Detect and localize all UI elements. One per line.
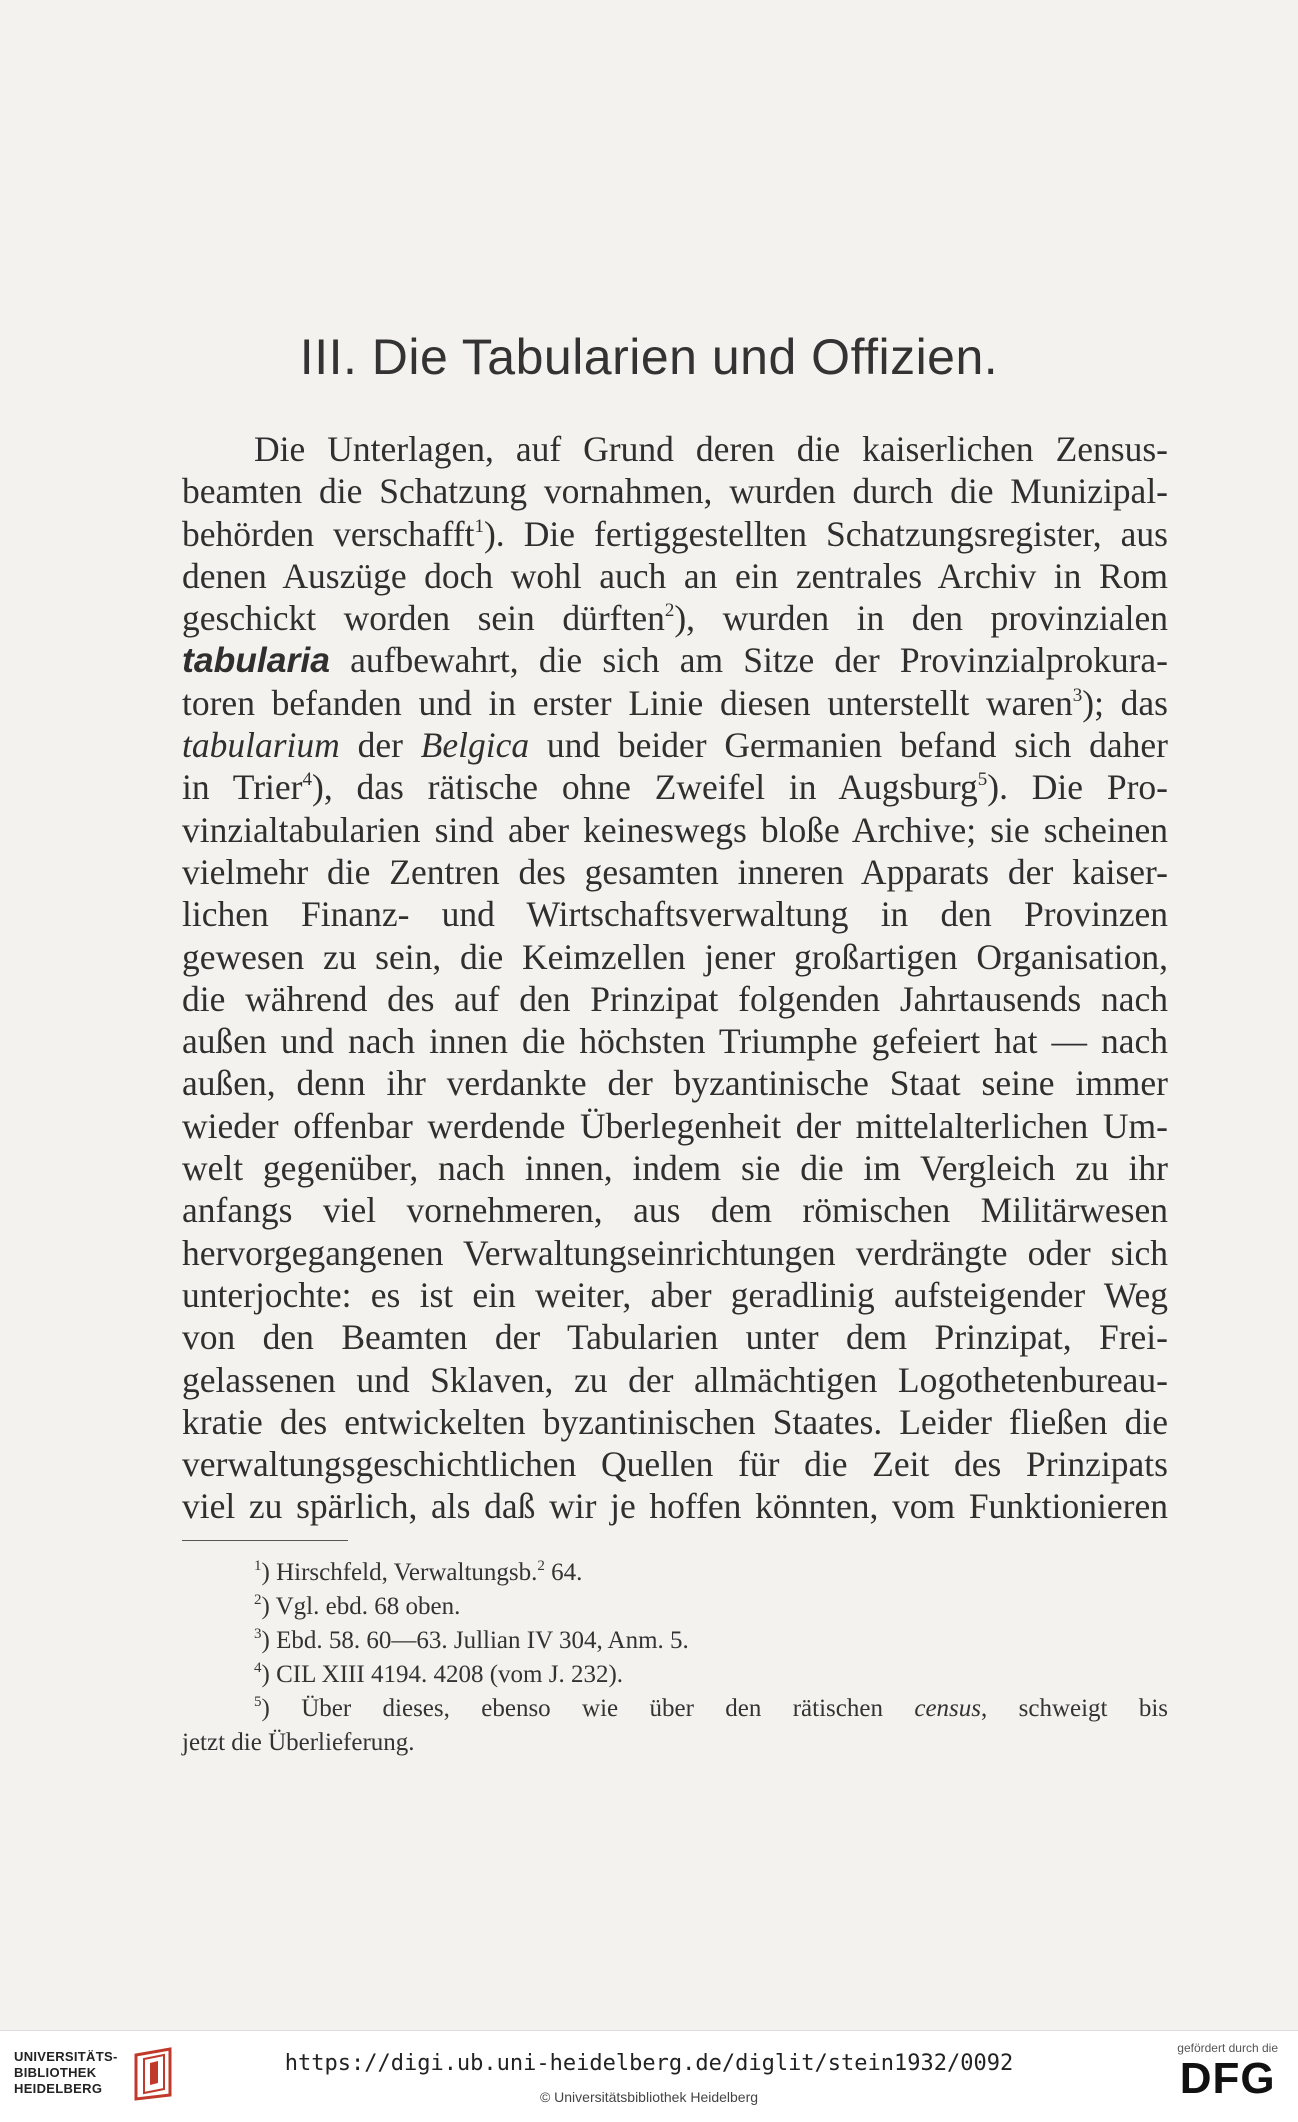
text-segment: ). Die Pro- bbox=[987, 767, 1168, 808]
text-segment: der bbox=[339, 725, 421, 766]
text-line bbox=[182, 936, 1168, 978]
text-line bbox=[182, 428, 1168, 470]
library-name-line: HEIDELBERG bbox=[14, 2081, 103, 2096]
text-segment: hervorgegangenen Verwaltungseinrichtungen verdrängte oder sich bbox=[182, 1232, 1168, 1273]
text-line bbox=[182, 766, 1168, 808]
footnote-marker: 4 bbox=[302, 769, 312, 791]
dfg-tagline: gefördert durch die bbox=[1177, 2041, 1278, 2055]
text-line bbox=[182, 1020, 1168, 1062]
text-line bbox=[182, 1189, 1168, 1231]
footnote-3: $^3$) Ebd. 58. 60—63. Jullian IV 304, Anm. 5. bbox=[254, 1626, 689, 1654]
footnote-text: 64. bbox=[544, 1559, 583, 1586]
text-segment: außen, denn ihr verdankte der byzantinische Staat seine immer bbox=[182, 1063, 1168, 1104]
footnote-5-continued bbox=[182, 1726, 1168, 1760]
chapter-heading: III. Die Tabularien und Offizien. bbox=[299, 329, 999, 385]
text-line bbox=[182, 470, 1168, 512]
footnote-marker: 5 bbox=[977, 769, 988, 791]
italic-term: census bbox=[914, 1695, 981, 1722]
text-segment: denen Auszüge doch wohl auch an ein zentrales Archiv in Rom bbox=[182, 555, 1168, 596]
footnote-number: 5 bbox=[254, 1694, 262, 1710]
text-segment: in Trier bbox=[182, 767, 303, 808]
text-line bbox=[182, 1401, 1168, 1443]
text-segment: verwaltungsgeschichtlichen Quellen für die Zeit des Prinzipats bbox=[182, 1444, 1168, 1485]
library-name-line: UNIVERSITÄTS- bbox=[14, 2049, 118, 2064]
text-line bbox=[182, 978, 1168, 1020]
text-line bbox=[182, 513, 1168, 555]
copyright-notice: © Universitätsbibliothek Heidelberg bbox=[539, 2089, 759, 2105]
footnote-text: Hirschfeld, Verwaltungsb. bbox=[276, 1559, 538, 1586]
emphasized-term: tabularia bbox=[182, 640, 330, 681]
text-line bbox=[182, 724, 1168, 766]
viewer-footer bbox=[0, 2030, 1298, 2122]
text-line bbox=[182, 1485, 1168, 1527]
text-line bbox=[182, 1232, 1168, 1274]
text-segment: die während des auf den Prinzipat folgenden Jahrtausends nach bbox=[182, 978, 1168, 1019]
text-line bbox=[182, 851, 1168, 893]
text-segment: gewesen zu sein, die Keimzellen jener großartigen Organisation, bbox=[182, 936, 1168, 977]
text-segment: viel zu spärlich, als daß wir je hoffen könnten, vom Funktionieren bbox=[182, 1486, 1168, 1527]
italic-term: Belgica bbox=[420, 725, 530, 766]
edition-superscript: 2 bbox=[537, 1558, 545, 1574]
permalink-url[interactable]: https://digi.ub.uni-heidelberg.de/diglit/stein1932/0092 bbox=[284, 2051, 1014, 2076]
text-segment: gelassenen und Sklaven, zu der allmächtigen Logothetenbureau- bbox=[182, 1359, 1168, 1400]
text-segment: ), das rätische ohne Zweifel in Augsburg bbox=[312, 767, 978, 808]
library-name-line: BIBLIOTHEK bbox=[14, 2065, 97, 2080]
footnote-text: jetzt die Überlieferung. bbox=[182, 1729, 415, 1756]
text-line bbox=[182, 1443, 1168, 1485]
text-line bbox=[182, 1274, 1168, 1316]
footnote-5: $^5$) Über dieses, ebenso wie über den rätischen census, schweigt bis bbox=[254, 1694, 1169, 1722]
footnote-4: $^4$) CIL XIII 4194. 4208 (vom J. 232). bbox=[254, 1660, 624, 1688]
italic-term: tabularium bbox=[182, 725, 340, 766]
text-line bbox=[182, 639, 1168, 681]
text-segment: anfangs viel vornehmeren, aus dem römischen Militärwesen bbox=[182, 1190, 1168, 1231]
text-segment: toren befanden und in erster Linie diesen unterstellt waren bbox=[182, 682, 1073, 723]
text-line bbox=[182, 682, 1168, 724]
text-line bbox=[182, 809, 1168, 851]
text-line bbox=[182, 597, 1168, 639]
footnote-1: $^1$) Hirschfeld, Verwaltungsb.$^2$ 64. bbox=[254, 1558, 583, 1586]
text-segment: außen und nach innen die höchsten Triumphe gefeiert hat — nach bbox=[182, 1021, 1168, 1062]
text-line bbox=[182, 1105, 1168, 1147]
text-line bbox=[182, 1062, 1168, 1104]
text-segment: Die Unterlagen, auf Grund deren die kaiserlichen Zensus- bbox=[254, 429, 1168, 469]
footnote-text: CIL XIII 4194. 4208 (vom J. 232). bbox=[276, 1661, 624, 1688]
footnote-text: Vgl. ebd. 68 oben. bbox=[275, 1593, 461, 1620]
text-line bbox=[182, 555, 1168, 597]
footnote-marker: 1 bbox=[474, 515, 484, 537]
text-segment: ), wurden in den provinzialen bbox=[674, 598, 1168, 639]
footnote-number: 1 bbox=[254, 1558, 262, 1574]
text-line bbox=[182, 1316, 1168, 1358]
footnote-number: 2 bbox=[254, 1592, 262, 1608]
footnote-number: 3 bbox=[254, 1626, 262, 1642]
body-text bbox=[182, 428, 1168, 1528]
text-segment: wieder offenbar werdende Überlegenheit der mittelalterlichen Um- bbox=[182, 1105, 1168, 1146]
text-segment: vielmehr die Zentren des gesamten inneren Apparats der kaiser- bbox=[182, 851, 1168, 892]
text-segment: beamten die Schatzung vornahmen, wurden durch die Munizipal- bbox=[182, 471, 1168, 512]
dfg-logo[interactable] bbox=[1177, 2041, 1278, 2103]
text-segment: behörden verschafft bbox=[182, 513, 475, 554]
text-segment: vinzialtabularien sind aber keineswegs bloße Archive; sie scheinen bbox=[182, 809, 1168, 850]
text-segment: kratie des entwickelten byzantinischen Staates. Leider fließen die bbox=[182, 1401, 1168, 1442]
footnote-text: , schweigt bis bbox=[981, 1695, 1169, 1722]
dfg-wordmark: DFG bbox=[1179, 2054, 1276, 2103]
text-segment: welt gegenüber, nach innen, indem sie die im Vergleich zu ihr bbox=[182, 1148, 1168, 1189]
footnote-text: Über dieses, ebenso wie über den rätischen bbox=[301, 1695, 915, 1722]
footnote-divider bbox=[182, 1540, 348, 1541]
text-segment: unterjochte: es ist ein weiter, aber geradlinig aufsteigender Weg bbox=[182, 1274, 1168, 1315]
text-segment: geschickt worden sein dürften bbox=[182, 598, 665, 639]
footnote-marker: 3 bbox=[1072, 684, 1083, 706]
text-line bbox=[182, 1147, 1168, 1189]
footnote-marker: 2 bbox=[664, 600, 675, 622]
text-line bbox=[182, 1359, 1168, 1401]
text-segment: lichen Finanz- und Wirtschaftsverwaltung in den Provinzen bbox=[182, 894, 1168, 935]
footnote-2: $^2$) Vgl. ebd. 68 oben. bbox=[254, 1592, 461, 1620]
footnotes bbox=[182, 1556, 1168, 1760]
text-segment: ); das bbox=[1082, 682, 1168, 723]
footnote-text: Ebd. 58. 60—63. Jullian IV 304, Anm. 5. bbox=[276, 1627, 689, 1654]
text-segment: von den Beamten der Tabularien unter dem Prinzipat, Frei- bbox=[182, 1317, 1168, 1358]
text-line bbox=[182, 893, 1168, 935]
text-segment: aufbewahrt, die sich am Sitze der Provinzialprokura- bbox=[329, 640, 1168, 681]
text-segment: ). Die fertiggestellten Schatzungsregister, aus bbox=[483, 513, 1168, 554]
footnote-number: 4 bbox=[254, 1660, 262, 1676]
text-segment: und beider Germanien befand sich daher bbox=[529, 725, 1168, 766]
